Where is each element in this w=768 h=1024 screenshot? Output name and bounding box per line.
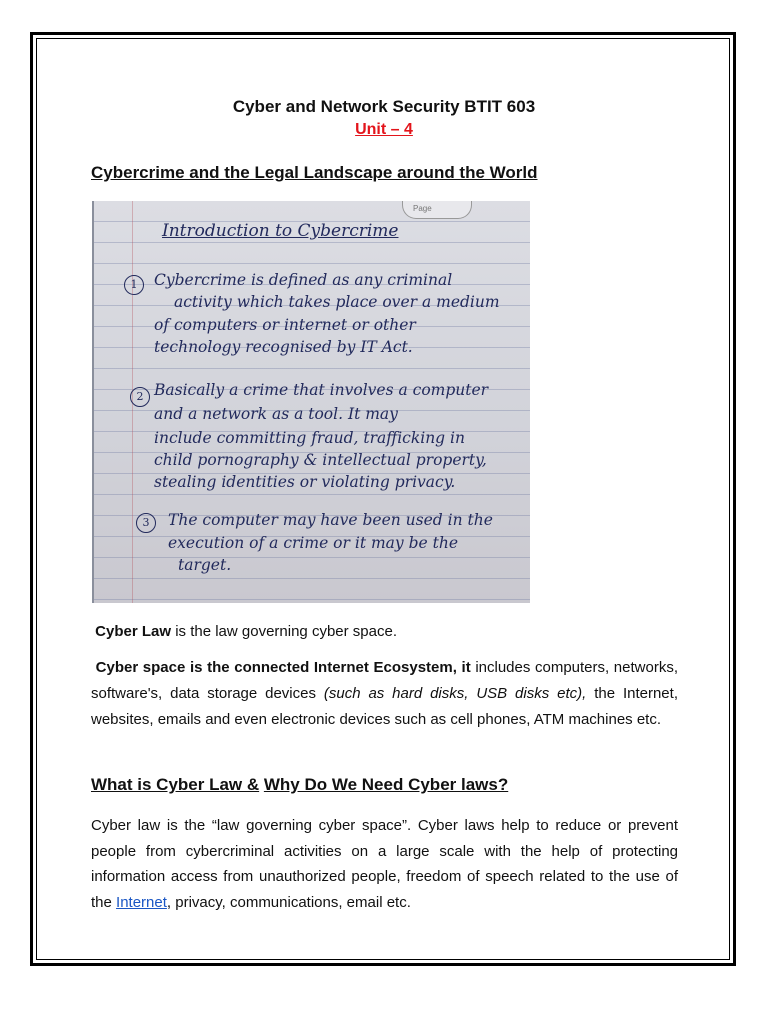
notes-line: stealing identities or violating privacy. bbox=[154, 473, 456, 491]
point-number-2: 2 bbox=[130, 387, 150, 407]
notes-line: The computer may have been used in the bbox=[168, 511, 493, 529]
notes-line: Basically a crime that involves a computer bbox=[154, 381, 489, 399]
paragraph-cyber-law bbox=[91, 619, 678, 645]
unit-label: Unit – 4 bbox=[355, 121, 413, 138]
bold-term-cyber-space: Cyber space is the connected Internet Ecosystem, it bbox=[95, 659, 471, 676]
paragraph-text: includes computers, networks, software's, data storage devices bbox=[91, 659, 679, 702]
notes-line: technology recognised by IT Act. bbox=[154, 338, 413, 356]
notes-line: of computers or internet or other bbox=[154, 316, 416, 334]
paragraph-cyber-space bbox=[91, 655, 678, 733]
point-number-3: 3 bbox=[136, 513, 156, 533]
notes-line: and a network as a tool. It may bbox=[154, 405, 398, 423]
paragraph-text: the Internet, websites, emails and even electronic devices such as cell phones, ATM machines etc. bbox=[91, 685, 678, 728]
paragraph-text: Cyber law is the “law governing cyber space”. Cyber laws help to reduce or prevent people from cybercriminal activities on a large scale with the help of protecting information access from unauthorized people, freedom of speech related to the use of the bbox=[91, 817, 678, 911]
notes-line: Cybercrime is defined as any criminal bbox=[154, 271, 453, 289]
paragraph-text: is the law governing cyber space. bbox=[171, 623, 397, 640]
paragraph-text: , privacy, communications, email etc. bbox=[166, 893, 411, 911]
heading-part-2: Why Do We Need Cyber laws? bbox=[263, 775, 509, 794]
section-heading-cybercrime: Cybercrime and the Legal Landscape around the World bbox=[91, 163, 538, 182]
notes-heading: Introduction to Cybercrime bbox=[162, 221, 399, 241]
handwritten-notes-image bbox=[92, 201, 530, 603]
notebook-page-tab: Page bbox=[402, 201, 472, 219]
document-title: Cyber and Network Security BTIT 603 bbox=[232, 97, 536, 116]
bold-term-cyber-law: Cyber Law bbox=[95, 623, 172, 640]
italic-example: (such as hard disks, USB disks etc), bbox=[323, 685, 587, 702]
point-number-1: 1 bbox=[124, 275, 144, 295]
heading-part-1: What is Cyber Law & bbox=[91, 775, 260, 794]
notes-line: include committing fraud, trafficking in bbox=[154, 429, 465, 447]
paragraph-cyber-law-explanation bbox=[91, 813, 678, 915]
section-heading-why-cyber-law bbox=[91, 775, 508, 795]
notes-line: execution of a crime or it may be the bbox=[168, 534, 458, 552]
notes-line: target. bbox=[178, 556, 232, 574]
notes-line: activity which takes place over a medium bbox=[174, 293, 500, 311]
internet-link[interactable]: Internet bbox=[116, 893, 167, 911]
notes-line: child pornography & intellectual property, bbox=[154, 451, 487, 469]
